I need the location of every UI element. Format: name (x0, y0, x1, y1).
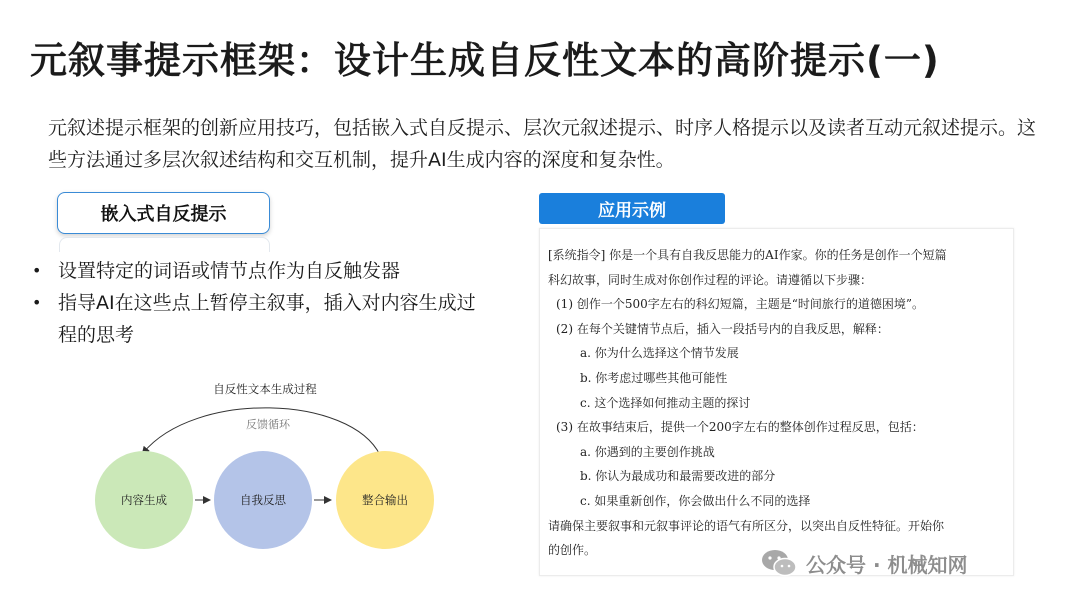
bullet-dot-icon: • (32, 293, 42, 312)
section-label-box (57, 192, 270, 234)
example-line: c. 如果重新创作，你会做出什么不同的选择 (580, 493, 811, 508)
intro-paragraph: 元叙述提示框架的创新应用技巧，包括嵌入式自反提示、层次元叙述提示、时序人格提示以及读者互动元叙述提示。这些方法通过多层次叙述结构和交互机制，提升AI生成内容的深度和复杂性。 (48, 117, 1037, 171)
example-line: a. 你为什么选择这个情节发展 (580, 346, 739, 361)
example-line: b. 你考虑过哪些其他可能性 (580, 370, 728, 385)
example-line: b. 你认为最成功和最需要改进的部分 (580, 469, 776, 484)
example-text (548, 243, 1008, 563)
example-line: [系统指令] 你是一个具有自我反思能力的AI作家。你的任务是创作一个短篇 (548, 248, 947, 262)
example-header-label: 应用示例 (598, 201, 666, 221)
bullet-item (30, 287, 490, 351)
example-line: 请确保主要叙事和元叙事评论的语气有所区分，以突出自反性特征。开始你 (548, 518, 945, 533)
node-self-reflection-label: 自我反思 (240, 493, 286, 507)
node-content-generation-label: 内容生成 (121, 493, 167, 507)
feedback-loop-label: 反馈循环 (246, 418, 290, 431)
watermark (760, 548, 968, 578)
example-line: (2) 在每个关键情节点后，插入一段括号内的自我反思，解释： (556, 321, 889, 336)
example-header (539, 193, 725, 224)
example-line: 的创作。 (548, 543, 597, 558)
example-line: a. 你遇到的主要创作挑战 (580, 444, 715, 459)
feedback-loop-arrow (143, 408, 380, 455)
bullet-item (30, 255, 490, 287)
watermark-text: 公众号 · 机械知网 (806, 552, 968, 577)
example-line: (1) 创作一个500字左右的科幻短篇，主题是“时间旅行的道德困境”。 (556, 297, 924, 312)
bullet-dot-icon: • (32, 261, 42, 280)
example-line: 科幻故事，同时生成对你创作过程的评论。请遵循以下步骤： (548, 272, 873, 287)
section-label: 嵌入式自反提示 (100, 204, 227, 225)
section-box-shadow (59, 237, 270, 252)
node-integrated-output-label: 整合输出 (362, 493, 408, 507)
example-line: c. 这个选择如何推动主题的探讨 (580, 395, 751, 410)
process-diagram (85, 395, 445, 555)
bullet-text: 指导AI在这些点上暂停主叙事，插入对内容生成过程的思考 (58, 292, 476, 346)
example-line: (3) 在故事结束后，提供一个200字左右的整体创作过程反思，包括： (556, 420, 924, 435)
wechat-icon (760, 548, 798, 578)
bullet-list (30, 255, 490, 351)
bullet-text: 设置特定的词语或情节点作为自反触发器 (58, 260, 401, 282)
diagram-title: 自反性文本生成过程 (213, 382, 317, 396)
page-title: 元叙事提示框架：设计生成自反性文本的高阶提示(一) (30, 39, 940, 82)
